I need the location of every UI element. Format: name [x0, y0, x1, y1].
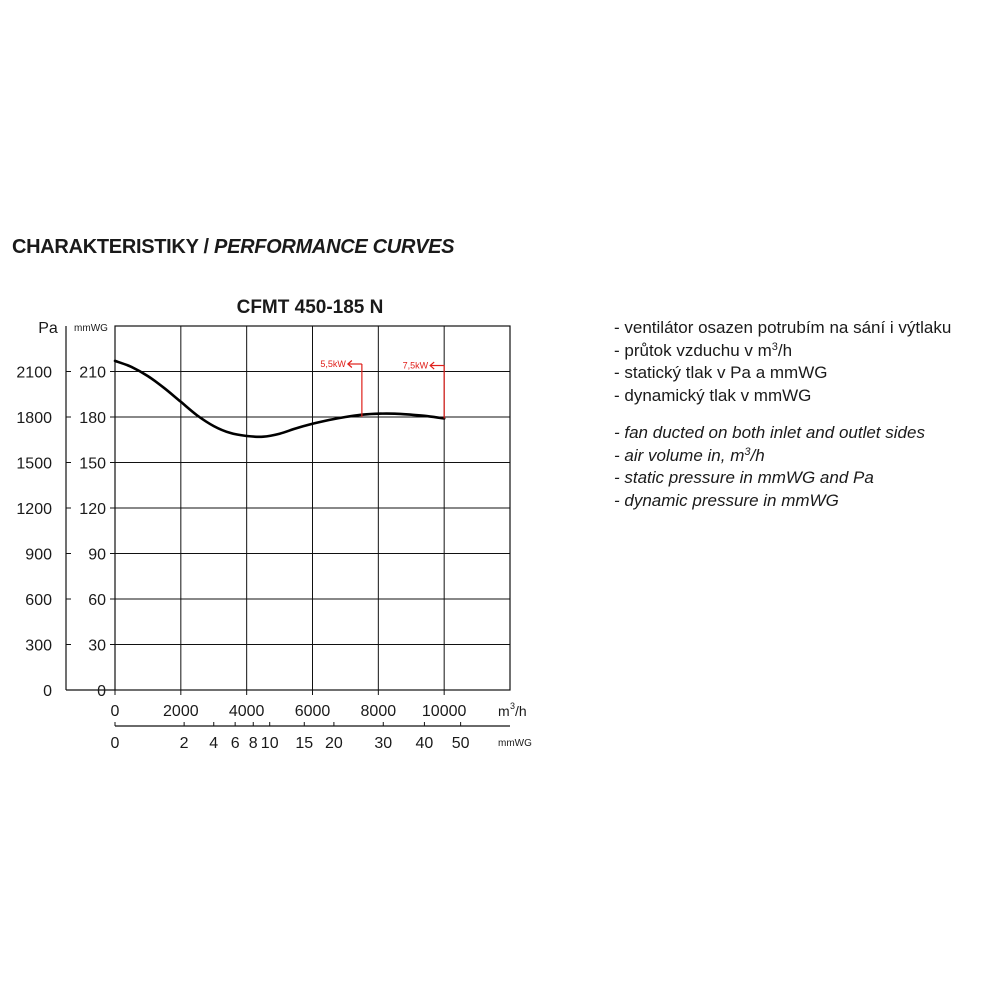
- dynamic-tick-label: 15: [295, 735, 314, 752]
- note-cz-line: [614, 340, 951, 363]
- note-en-line: [614, 490, 951, 513]
- note-cz-line: [614, 385, 951, 408]
- note-en-text: - air volume in, m: [614, 445, 745, 465]
- x-axis-unit: m: [498, 703, 510, 719]
- x-axis-unit-superscript: 3: [510, 701, 516, 711]
- x-tick-label: 10000: [421, 703, 467, 720]
- pa-tick-label: 1200: [16, 501, 52, 518]
- x-tick-label: 0: [110, 703, 120, 720]
- pa-axis-unit: Pa: [38, 320, 58, 337]
- mmwg-tick-label: 60: [88, 592, 106, 609]
- x-tick-label: 8000: [360, 703, 397, 720]
- heading-czech: CHARAKTERISTIKY /: [12, 236, 209, 258]
- note-en-line: [614, 467, 951, 490]
- power-label: 7,5kW: [402, 360, 429, 371]
- pa-tick-label: 2100: [16, 364, 52, 382]
- note-cz-text: - průtok vzduchu v m: [614, 340, 772, 360]
- mmwg-tick-label: 90: [88, 546, 106, 564]
- pa-tick-label: 0: [43, 683, 52, 700]
- dynamic-tick-label: 20: [324, 735, 343, 752]
- x-tick-label: 6000: [294, 703, 331, 720]
- legend-notes: [614, 317, 951, 512]
- pa-tick-label: 900: [25, 546, 52, 564]
- dynamic-tick-label: 2: [179, 735, 189, 752]
- x-axis-unit-suffix: /h: [515, 703, 527, 719]
- note-cz-superscript: 3: [771, 340, 778, 353]
- note-cz-text-suffix: /h: [777, 340, 793, 360]
- pa-tick-label: 1500: [16, 455, 52, 473]
- chart-title: CFMT 450-185 N: [236, 297, 384, 318]
- mmwg-axis-unit: mmWG: [74, 323, 108, 334]
- fan-curve-line: [115, 361, 444, 437]
- note-cz-text: - dynamický tlak v mmWG: [614, 385, 812, 405]
- note-en-line: [614, 445, 951, 468]
- mmwg-tick-label: 150: [79, 455, 106, 473]
- mmwg-tick-label: 0: [97, 683, 106, 700]
- mmwg-tick-label: 180: [79, 410, 106, 427]
- notes-czech: [614, 317, 951, 407]
- pa-tick-label: 600: [25, 592, 52, 609]
- mmwg-tick-label: 210: [79, 364, 106, 382]
- heading-english: PERFORMANCE CURVES: [214, 236, 455, 258]
- note-en-line: [614, 422, 951, 445]
- note-cz-line: [614, 317, 951, 340]
- dynamic-tick-label: 8: [248, 735, 258, 752]
- note-cz-text: - ventilátor osazen potrubím na sání i výtlaku: [614, 318, 952, 337]
- x-tick-label: 4000: [228, 703, 265, 720]
- dynamic-tick-label: 40: [415, 735, 434, 752]
- note-en-text: - static pressure in mmWG and Pa: [614, 468, 874, 487]
- dynamic-tick-label: 0: [110, 735, 120, 752]
- mmwg-tick-label: 120: [79, 501, 106, 518]
- pa-tick-label: 300: [25, 637, 52, 655]
- note-cz-line: [614, 362, 951, 385]
- dynamic-tick-label: 10: [260, 735, 279, 752]
- dynamic-tick-label: 50: [451, 735, 470, 752]
- note-en-text: - dynamic pressure in mmWG: [614, 490, 839, 510]
- note-cz-text: - statický tlak v Pa a mmWG: [614, 363, 828, 382]
- dynamic-tick-label: 4: [209, 735, 219, 752]
- notes-english: [614, 422, 951, 512]
- dynamic-axis-unit: mmWG: [498, 738, 532, 749]
- mmwg-tick-label: 30: [88, 637, 106, 655]
- pa-tick-label: 1800: [16, 410, 52, 427]
- note-en-text-suffix: /h: [750, 445, 765, 465]
- dynamic-tick-label: 6: [230, 735, 240, 752]
- note-en-superscript: 3: [744, 445, 751, 458]
- x-tick-label: 2000: [163, 703, 199, 720]
- dynamic-tick-label: 30: [374, 735, 393, 752]
- power-label: 5,5kW: [320, 359, 346, 369]
- note-en-text: - fan ducted on both inlet and outlet sides: [614, 423, 925, 442]
